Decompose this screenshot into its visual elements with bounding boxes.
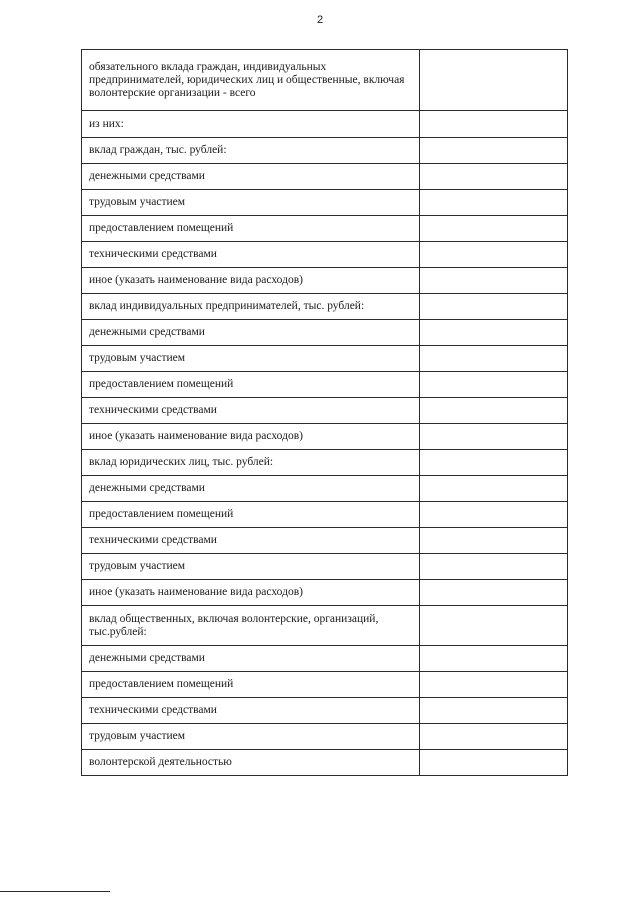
row-label: трудовым участием: [82, 554, 420, 580]
row-value: [420, 111, 568, 138]
row-label: денежными средствами: [82, 476, 420, 502]
table-row: [82, 164, 568, 190]
table-row: [82, 190, 568, 216]
row-value: [420, 424, 568, 450]
table-row: [82, 554, 568, 580]
row-value: [420, 698, 568, 724]
table-row: [82, 724, 568, 750]
row-value: [420, 750, 568, 776]
row-value: [420, 216, 568, 242]
row-label: обязательного вклада граждан, индивидуальных предпринимателей, юридических лиц и общественные, включая волонтерские организации - всего: [82, 50, 420, 111]
table-row: [82, 672, 568, 698]
row-label: денежными средствами: [82, 164, 420, 190]
row-value: [420, 294, 568, 320]
row-value: [420, 606, 568, 646]
table-row: [82, 528, 568, 554]
row-label: волонтерской деятельностью: [82, 750, 420, 776]
row-value: [420, 164, 568, 190]
row-value: [420, 190, 568, 216]
table-row: [82, 268, 568, 294]
table-row: [82, 606, 568, 646]
table-row: [82, 346, 568, 372]
row-value: [420, 554, 568, 580]
row-value: [420, 672, 568, 698]
page-number: 2: [316, 14, 324, 26]
table-row: [82, 750, 568, 776]
table-row: [82, 476, 568, 502]
row-value: [420, 138, 568, 164]
row-value: [420, 320, 568, 346]
row-label: предоставлением помещений: [82, 216, 420, 242]
row-value: [420, 646, 568, 672]
row-label: техническими средствами: [82, 528, 420, 554]
table-row: [82, 294, 568, 320]
row-label: денежными средствами: [82, 646, 420, 672]
row-label: иное (указать наименование вида расходов): [82, 424, 420, 450]
table-row: [82, 450, 568, 476]
table-row: [82, 111, 568, 138]
contribution-table: [81, 49, 568, 776]
row-value: [420, 476, 568, 502]
row-label: техническими средствами: [82, 242, 420, 268]
row-label: иное (указать наименование вида расходов): [82, 268, 420, 294]
table-row: [82, 646, 568, 672]
table-body: [82, 50, 568, 776]
row-label: вклад граждан, тыс. рублей:: [82, 138, 420, 164]
row-value: [420, 268, 568, 294]
row-value: [420, 528, 568, 554]
row-value: [420, 346, 568, 372]
table-row: [82, 698, 568, 724]
table-row: [82, 502, 568, 528]
table-row: [82, 580, 568, 606]
table-row: [82, 138, 568, 164]
row-label: трудовым участием: [82, 190, 420, 216]
row-value: [420, 724, 568, 750]
row-label: иное (указать наименование вида расходов): [82, 580, 420, 606]
row-label: вклад общественных, включая волонтерские, организаций, тыс.рублей:: [82, 606, 420, 646]
row-label: трудовым участием: [82, 346, 420, 372]
row-label: техническими средствами: [82, 398, 420, 424]
row-label: из них:: [82, 111, 420, 138]
row-label: предоставлением помещений: [82, 672, 420, 698]
footer-divider: [0, 891, 110, 892]
row-label: предоставлением помещений: [82, 502, 420, 528]
table-row: [82, 398, 568, 424]
table-row: [82, 320, 568, 346]
row-value: [420, 242, 568, 268]
row-label: денежными средствами: [82, 320, 420, 346]
table-row: [82, 216, 568, 242]
row-label: техническими средствами: [82, 698, 420, 724]
row-label: вклад индивидуальных предпринимателей, тыс. рублей:: [82, 294, 420, 320]
row-value: [420, 502, 568, 528]
row-value: [420, 450, 568, 476]
row-value: [420, 580, 568, 606]
table-row: [82, 424, 568, 450]
row-label: вклад юридических лиц, тыс. рублей:: [82, 450, 420, 476]
row-label: предоставлением помещений: [82, 372, 420, 398]
table-row: [82, 372, 568, 398]
row-value: [420, 50, 568, 111]
table-row: [82, 242, 568, 268]
table-row: [82, 50, 568, 111]
row-label: трудовым участием: [82, 724, 420, 750]
row-value: [420, 398, 568, 424]
row-value: [420, 372, 568, 398]
